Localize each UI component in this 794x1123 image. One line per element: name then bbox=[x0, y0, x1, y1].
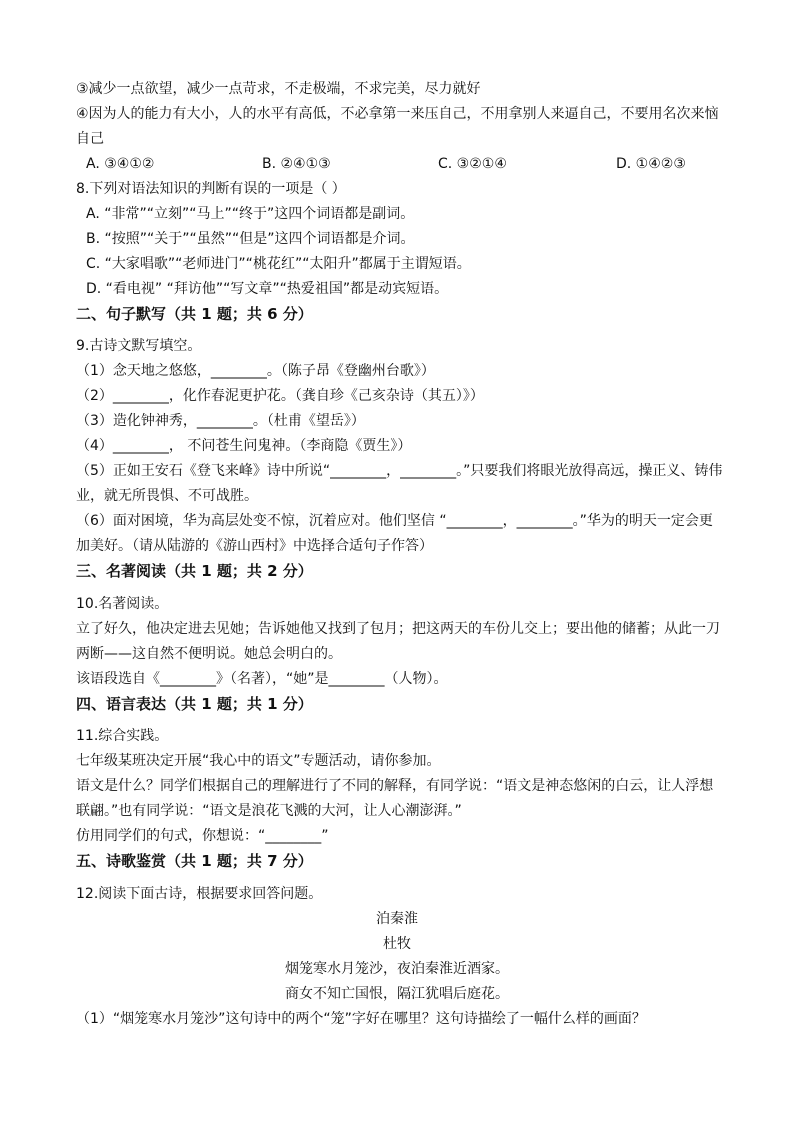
q9-line-7: （6）面对困境，华为高层处变不惊，沉着应对。他们坚信 “________，________。”华为的明天一定会更 bbox=[76, 513, 713, 529]
q8-option-d: D. “看电视” “拜访他”“写文章”“热爱祖国”都是动宾短语。 bbox=[86, 281, 449, 297]
q8-option-a: A. “非常”“立刻”“马上”“终于”这四个词语都是副词。 bbox=[86, 206, 415, 222]
q11-line-4: 仿用同学们的句式，你想说：“________” bbox=[76, 828, 329, 844]
q10-passage-line2: 两断——这自然不便明说。她总会明白的。 bbox=[76, 646, 342, 662]
poem-title: 泊秦淮 bbox=[376, 911, 418, 927]
q8-option-b: B. “按照”“关于”“虽然”“但是”这四个词语都是介词。 bbox=[86, 231, 415, 247]
section-3-heading: 三、名著阅读（共 1 题；共 2 分） bbox=[76, 562, 313, 580]
poem-line-1: 烟笼寒水月笼沙，夜泊秦淮近酒家。 bbox=[285, 961, 509, 977]
poem-line-2: 商女不知亡国恨，隔江犹唱后庭花。 bbox=[285, 986, 509, 1002]
q7-item-4-line2: 自己 bbox=[76, 131, 104, 147]
q9-line-6: 业，就无所畏惧、不可战胜。 bbox=[76, 488, 258, 504]
q11-line-1: 七年级某班决定开展“我心中的语文”专题活动，请你参加。 bbox=[76, 753, 441, 769]
q12-sub-1: （1）“烟笼寒水月笼沙”这句诗中的两个“笼”字好在哪里？这句诗描绘了一幅什么样的画面？ bbox=[76, 1011, 646, 1027]
q9-line-5: （5）正如王安石《登飞来峰》诗中所说“________，________。”只要我们将眼光放得高远，操正义、铸伟 bbox=[76, 463, 723, 479]
q7-option-c: C. ③②①④ bbox=[438, 156, 507, 172]
q9-line-4: （4）________， 不问苍生问鬼神。（李商隐《贾生》） bbox=[76, 438, 412, 454]
q9-line-8: 加美好。（请从陆游的《游山西村》中选择合适句子作答） bbox=[76, 538, 433, 554]
q7-option-b: B. ②④①③ bbox=[262, 156, 331, 172]
section-4-heading: 四、语言表达（共 1 题；共 1 分） bbox=[76, 695, 313, 713]
q7-option-d: D. ①④②③ bbox=[616, 156, 686, 172]
q8-stem: 8.下列对语法知识的判断有误的一项是（ ） bbox=[76, 181, 346, 197]
q12-stem: 12.阅读下面古诗，根据要求回答问题。 bbox=[76, 886, 323, 902]
section-2-heading: 二、句子默写（共 1 题；共 6 分） bbox=[76, 305, 313, 323]
q10-question: 该语段选自《________》（名著），“她”是________（人物）。 bbox=[76, 671, 448, 687]
section-5-heading: 五、诗歌鉴赏（共 1 题；共 7 分） bbox=[76, 852, 313, 870]
q8-option-c: C. “大家唱歌”“老师进门”“桃花红”“太阳升”都属于主谓短语。 bbox=[86, 256, 471, 272]
q7-option-a: A. ③④①② bbox=[86, 156, 155, 172]
q10-passage-line1: 立了好久，他决定进去见她；告诉她他又找到了包月；把这两天的车份儿交上；要出他的储蓄；从此一刀 bbox=[76, 621, 720, 637]
q11-line-3: 联翩。”也有同学说：“语文是浪花飞溅的大河，让人心潮澎湃。” bbox=[76, 803, 462, 819]
q9-line-1: （1）念天地之悠悠，________。（陈子昂《登幽州台歌》） bbox=[76, 363, 435, 379]
q7-item-3: ③减少一点欲望，减少一点苛求，不走极端，不求完美，尽力就好 bbox=[76, 81, 481, 97]
q10-stem: 10.名著阅读。 bbox=[76, 596, 169, 612]
q11-line-2: 语文是什么？同学们根据自己的理解进行了不同的解释，有同学说：“语文是神态悠闲的白云，让人浮想 bbox=[76, 778, 714, 794]
q11-stem: 11.综合实践。 bbox=[76, 728, 169, 744]
q9-stem: 9.古诗文默写填空。 bbox=[76, 338, 202, 354]
q9-line-2: （2）________，化作春泥更护花。（龚自珍《己亥杂诗（其五）》） bbox=[76, 388, 484, 404]
q7-item-4-line1: ④因为人的能力有大小，人的水平有高低，不必拿第一来压自己，不用拿别人来逼自己，不要用名次来恼 bbox=[76, 106, 719, 122]
q9-line-3: （3）造化钟神秀，________。（杜甫《望岳》） bbox=[76, 413, 365, 429]
poem-author: 杜牧 bbox=[383, 936, 411, 952]
